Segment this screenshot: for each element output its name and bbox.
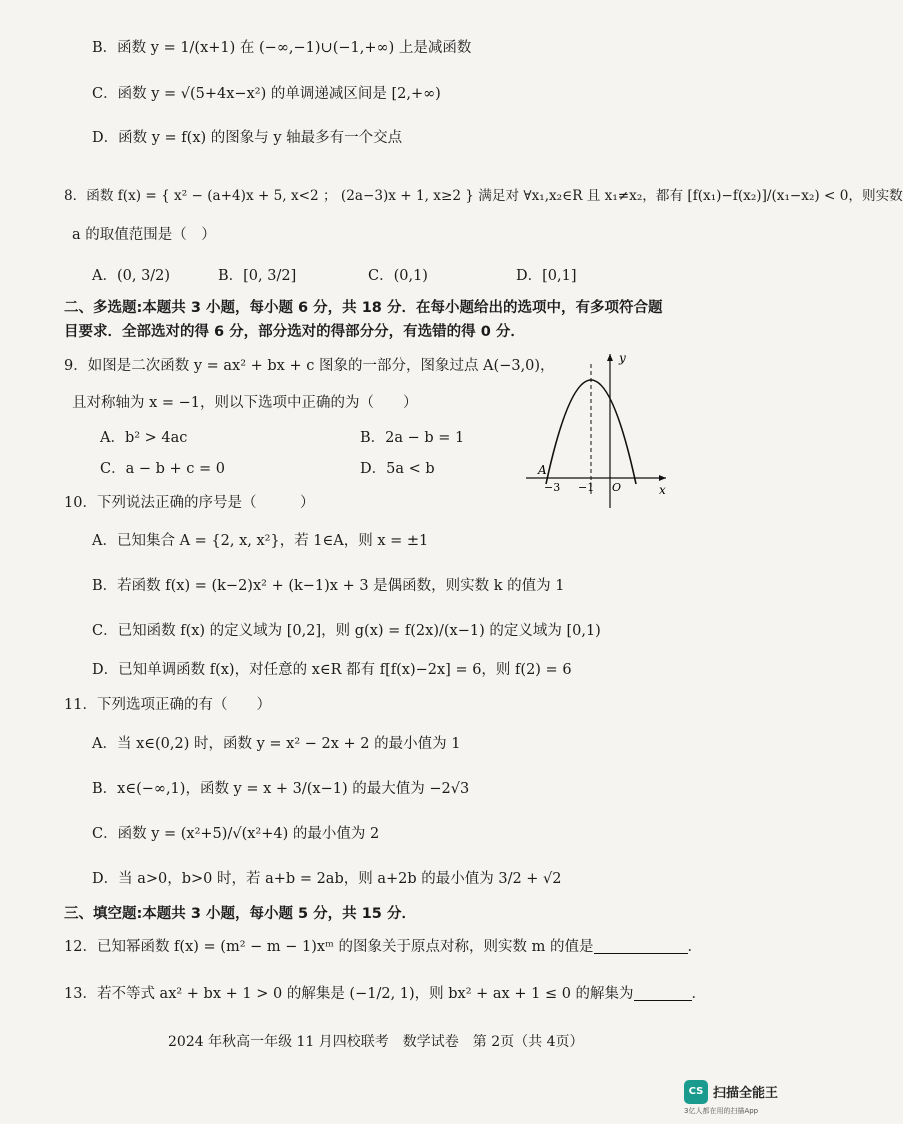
section2-heading-line1: 二、多选题:本题共 3 小题，每小题 6 分，共 18 分．在每小题给出的选项中，有多项符合题 (64, 300, 663, 316)
q9-stem-line1: 9．如图是二次函数 y = ax² + bx + c 图象的一部分，图象过点 A(−3,0)， (64, 358, 555, 374)
q9-stem-line2: 且对称轴为 x = −1，则以下选项中正确的为（ ） (72, 395, 418, 411)
q12-end: ． (687, 939, 703, 955)
q11-option-a: A．当 x∈(0,2) 时，函数 y = x² − 2x + 2 的最小值为 1 (92, 736, 461, 752)
section3-heading: 三、填空题:本题共 3 小题，每小题 5 分，共 15 分． (64, 906, 416, 922)
q8-stem-line2: a 的取值范围是（ ） (72, 227, 216, 243)
q9-option-d: D．5a < b (360, 461, 435, 477)
q10-option-d: D．已知单调函数 f(x)，对任意的 x∈R 都有 f[f(x)−2x] = 6，则 f(2) = 6 (92, 662, 572, 678)
q7-option-c: C．函数 y = √(5+4x−x²) 的单调递减区间是 [2,+∞) (92, 86, 441, 102)
origin-label: O (612, 481, 622, 494)
q13-stem: 13．若不等式 ax² + bx + 1 > 0 的解集是 (−1/2, 1)，则 bx² + ax + 1 ≤ 0 的解集为 (64, 986, 634, 1002)
q8-stem-line1: 8．函数 f(x) = { x² − (a+4)x + 5, x<2 ； (2a−3)x + 1, x≥2 } 满足对 ∀x₁,x₂∈R 且 x₁≠x₂，都有 [f(x₁)−f(x₂)]/(x₁−x₂) < 0，则实数 (64, 188, 903, 204)
section2-heading-line2: 目要求．全部选对的得 6 分，部分选对的得部分分，有选错的得 0 分． (64, 324, 525, 340)
x-axis-label: x (659, 483, 666, 497)
q13-line (64, 984, 706, 1004)
q12-answer-blank[interactable] (594, 939, 688, 954)
q11-option-d: D．当 a>0，b>0 时，若 a+b = 2ab，则 a+2b 的最小值为 3/2 + √2 (92, 871, 562, 887)
scanner-watermark (684, 1080, 788, 1116)
q10-option-a: A．已知集合 A = {2, x, x²}，若 1∈A，则 x = ±1 (92, 533, 429, 549)
brand-subtitle: 3亿人都在用的扫描App (684, 1107, 759, 1115)
q11-option-b: B．x∈(−∞,1)，函数 y = x + 3/(x−1) 的最大值为 −2√3 (92, 781, 470, 797)
q8-option-a: A．(0, 3/2) (92, 268, 171, 284)
q10-option-b: B．若函数 f(x) = (k−2)x² + (k−1)x + 3 是偶函数，则实数 k 的值为 1 (92, 578, 565, 594)
q8-option-b: B．[0, 3/2] (218, 268, 297, 284)
q9-option-b: B．2a − b = 1 (360, 430, 465, 446)
q8-option-c: C．(0,1) (368, 268, 428, 284)
tick-label-neg3: −3 (544, 481, 561, 494)
q9-option-c: C．a − b + c = 0 (100, 461, 225, 477)
q13-answer-blank[interactable] (634, 986, 692, 1001)
q7-option-d: D．函数 y = f(x) 的图象与 y 轴最多有一个交点 (92, 130, 403, 146)
y-axis-arrow (607, 354, 613, 361)
q10-option-c: C．已知函数 f(x) 的定义域为 [0,2]，则 g(x) = f(2x)/(x−1) 的定义域为 [0,1) (92, 623, 601, 639)
x-axis-arrow (659, 475, 666, 481)
point-a-label: A (538, 463, 547, 477)
q11-stem: 11．下列选项正确的有（ ） (64, 697, 271, 713)
page-footer: 2024 年秋高一年级 11 月四校联考 数学试卷 第 2页（共 4页） (168, 1034, 584, 1050)
tick-label-neg1: −1 (578, 481, 595, 494)
q13-end: ． (691, 986, 707, 1002)
q10-stem: 10．下列说法正确的序号是（ ） (64, 495, 315, 511)
q9-parabola-figure (518, 348, 678, 514)
brand-name: 扫描全能王 (713, 1086, 779, 1101)
q9-option-a: A．b² > 4ac (100, 430, 188, 446)
q7-option-b: B．函数 y = 1/(x+1) 在 (−∞,−1)∪(−1,+∞) 上是减函数 (92, 40, 472, 56)
y-axis-label: y (619, 351, 626, 365)
q12-stem: 12．已知幂函数 f(x) = (m² − m − 1)xᵐ 的图象关于原点对称，则实数 m 的值是 (64, 939, 594, 955)
camscanner-logo-icon: CS (684, 1080, 708, 1104)
q11-option-c: C．函数 y = (x²+5)/√(x²+4) 的最小值为 2 (92, 826, 380, 842)
q8-option-d: D．[0,1] (516, 268, 577, 284)
q12-line (64, 937, 702, 957)
